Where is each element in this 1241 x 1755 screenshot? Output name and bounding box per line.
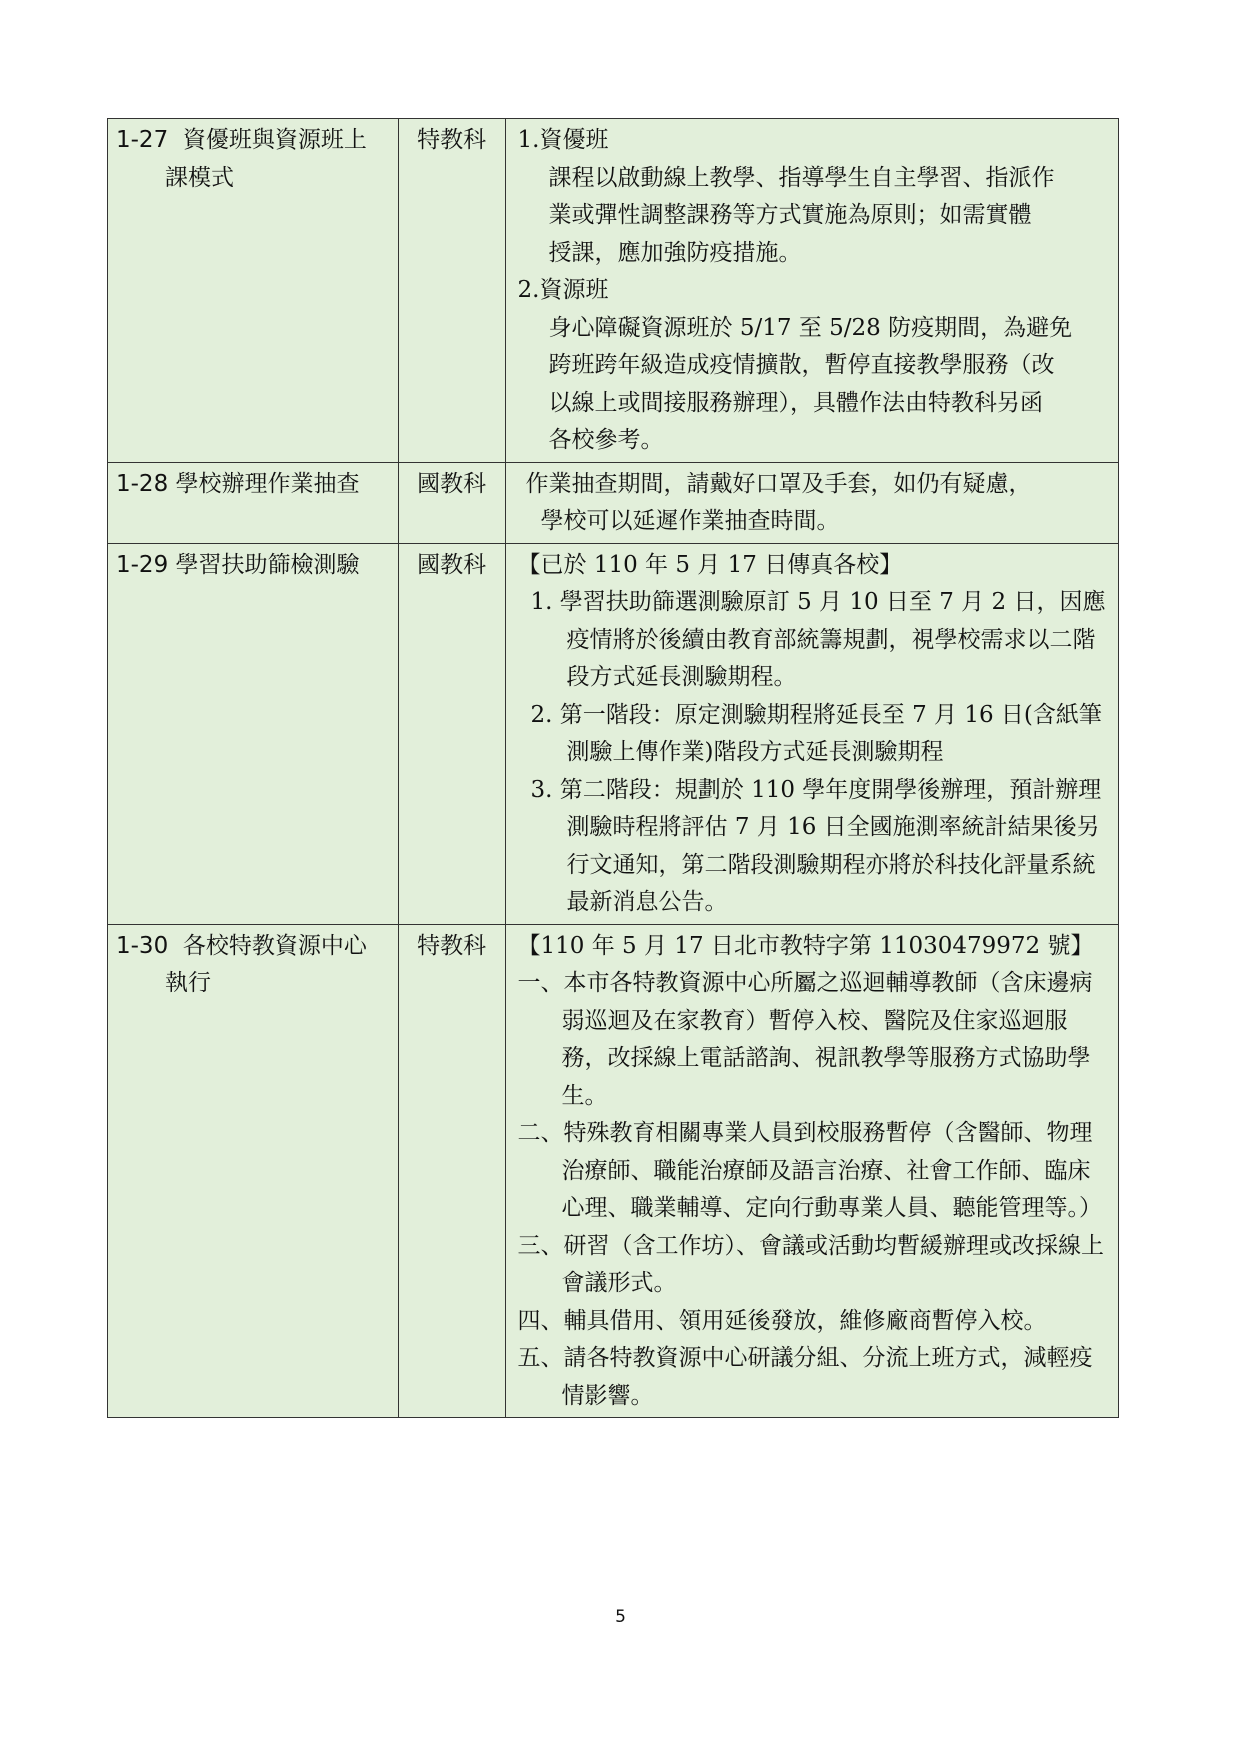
item-title-line [116,928,390,966]
content-line: 以線上或間接服務辦理），具體作法由特教科另函 [548,389,1044,416]
item-cell [108,543,399,924]
department: 國教科 [417,470,487,497]
content-cell [505,924,1118,1418]
item-cell [108,119,399,463]
numbered-paragraph: 三、研習（含工作坊）、會議或活動均暫緩辦理或改採線上會議形式。 [517,1232,1105,1296]
department: 特教科 [417,932,487,959]
content-line: 業或彈性調整課務等方式實施為原則；如需實體 [548,202,1032,228]
item-title-line [116,466,390,504]
numbered-paragraph: 四、輔具借用、領用延後發放，維修廠商暫停入校。 [517,1307,1047,1334]
department-cell [398,924,505,1418]
item-title: 學習扶助篩檢測驗 [175,551,360,578]
item-number: 1-30 [116,932,169,959]
item-number: 1-29 [116,551,169,578]
page-number: 5 [615,1607,626,1627]
content-line: 跨班跨年級造成疫情擴散，暫停直接教學服務（改 [548,352,1055,378]
content-line: 授課，應加強防疫措施。 [548,239,802,266]
item-number: 1-27 [116,127,169,153]
content-line: 作業抽查期間，請戴好口罩及手套，如仍有疑慮， [525,470,1032,497]
content-line: 身心障礙資源班於 5/17 至 5/28 防疫期間，為避免 [548,314,1073,341]
numbered-paragraph: 五、請各特教資源中心研議分組、分流上班方式，減輕疫情影響。 [517,1345,1093,1409]
content-heading: 2.資源班 [517,277,609,303]
content-cell [505,462,1118,543]
numbered-paragraph: 2. 第一階段：原定測驗期程將延長至 7 月 16 日(含紙筆測驗上傳作業)階段方式延長測驗期程 [530,701,1102,765]
table-row [108,543,1119,924]
content-heading: 【110 年 5 月 17 日北市教特字第 11030479972 號】 [517,932,1094,959]
numbered-paragraph: 一、本市各特教資源中心所屬之巡迴輔導教師（含床邊病弱巡迴及在家教育）暫停入校、醫院及住家巡迴服務，改採線上電話諮詢、視訊教學等服務方式協助學生。 [517,970,1093,1109]
table-row [108,462,1119,543]
department: 國教科 [417,551,487,578]
item-title: 各校特教資源中心 [182,932,367,959]
item-title: 學校辦理作業抽查 [175,470,360,497]
item-cell [108,924,399,1418]
content-line: 學校可以延遲作業抽查時間。 [540,508,840,534]
item-title-continued: 課模式 [165,164,234,191]
content-cell [505,119,1118,463]
table-row [108,924,1119,1418]
item-number: 1-28 [116,470,169,497]
content-heading: 1.資優班 [517,127,609,153]
item-title-line [116,122,390,160]
item-cell [108,462,399,543]
department-cell [398,543,505,924]
item-title-line [116,547,390,585]
item-title-continued: 執行 [165,970,211,996]
measures-table [107,118,1119,1418]
department-cell [398,462,505,543]
table-row [108,119,1119,463]
numbered-paragraph: 3. 第二階段：規劃於 110 學年度開學後辦理，預計辦理測驗時程將評估 7 月 16 日全國施測率統計結果後另行文通知，第二階段測驗期程亦將於科技化評量系統最新消息公告。 [530,776,1102,915]
department-cell [398,119,505,463]
content-heading: 【已於 110 年 5 月 17 日傳真各校】 [517,551,903,578]
content-cell [505,543,1118,924]
numbered-paragraph: 二、特殊教育相關專業人員到校服務暫停（含醫師、物理治療師、職能治療師及語言治療、社會工作師、臨床心理、職業輔導、定向行動專業人員、聽能管理等。） [517,1120,1103,1221]
content-line: 各校參考。 [548,427,664,453]
department: 特教科 [417,127,487,153]
numbered-paragraph: 1. 學習扶助篩選測驗原訂 5 月 10 日至 7 月 2 日，因應疫情將於後續由教育部統籌規劃，視學校需求以二階段方式延長測驗期程。 [530,589,1106,690]
item-title: 資優班與資源班上 [182,127,367,153]
content-line: 課程以啟動線上教學、指導學生自主學習、指派作 [548,164,1055,191]
